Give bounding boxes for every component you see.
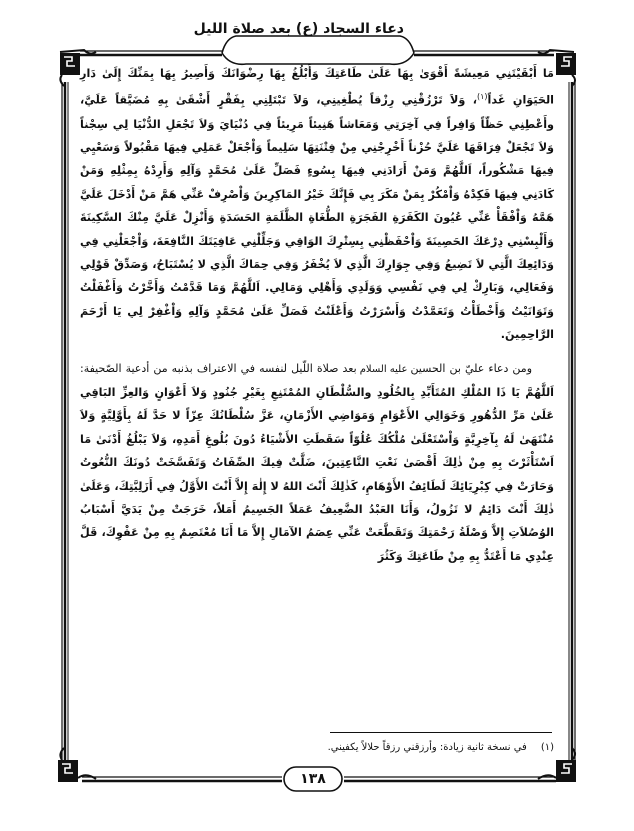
footnote-text: في نسخة ثانية زيادة: وأرزقني رزقاً حلالاً يكفيني. <box>327 742 527 753</box>
footnote-reference[interactable]: (١) <box>476 92 488 102</box>
footnote-number: (١) <box>540 742 554 753</box>
footnote-divider <box>330 732 552 733</box>
honorific-calligraphy: عليه السلام <box>359 363 408 375</box>
paragraph-2 <box>80 357 554 569</box>
footnote <box>80 740 554 756</box>
paragraph-1 <box>80 62 554 347</box>
paragraph-1-part-1: مَا أَبْقَيْتَنِي مَعِيشَةً أَقْوَىٰ بِهَا عَلَىٰ طَاعَتِكَ وَأَبْلُغُ بِهَا رِضْوَانَكَ وَأَصِيرُ بِهَا بِمَنِّكَ إِلَىٰ دَارِ الحَيَوَانِ غَداً <box>80 67 554 108</box>
paragraph-2-intro-before: ومن دعاء عليّ بن الحسين <box>410 361 533 375</box>
paragraph-1-part-2: ، وَلاَ تَرْزُقْنِي رِزْقاً يُطْغِينِي، وَلاَ تَبْتَلِنِي بِفَقْرٍ أَشْقَىٰ بِهِ مُضَيَّقاً عَلَيَّ، وأَعْطِنِي حَظّاً وَافِراً فِي آخِرَتِي وَمَعَاشاً هَنِيئاً مَرِيئاً فِي دُنْيَايَ وَلاَ تَجْعَلِ الدُّنْيَا لِي سِجْناً وَلاَ تَجْعَلْ فِرَاقَهَا عَلَيَّ حُزْناً أَخْرِجْنِي مِنْ فِتْنَتِهَا سَلِيماً وَاْجْعَلْ عَمَلِي فِيهَا مَقْبُولاً وَسَعْيِي فِيهَا مَشْكُوراً، اَللَّهُمَّ وَمَنْ أَرَادَنِي فِيهَا بِسُوءٍ فَصَلِّ عَلَىٰ مُحَمَّدٍ وَآلِهِ وَأَرِدْهُ بِمِثْلِهِ وَمَنْ كَادَنِي فِيهَا فَكِدْهُ وَاْمْكُرْ بِمَنْ مَكَرَ بِي فَإِنَّكَ خَيْرُ المَاكِرِينَ وَاْصْرِفْ عَنِّي هَمَّ مَنْ أَدْخَلَ عَلَيَّ هَمَّهُ وَاْفْقَأْ عَنِّي عُيُونَ الكَفَرَةِ الفَجَرَةِ الطُّغَاةِ الظَّلَمَةِ الحَسَدَةِ وَأَنْزِلْ عَلَيَّ مِنْكَ السَّكِينَةَ وَأَلْبِسْنِي دِرْعَكَ الحَصِينَةَ وَاْحْفَظْنِي بِسِتْرِكَ الوَاقِي وَجَلِّلْنِي عَافِيَتَكَ النَّافِعَةَ، وَاْجْعَلْنِي فِي وَدَائِعِكَ الَّتِي لاَ تَضِيعُ وَفِي جِوَارِكَ الَّذِي لاَ يُخْفَرُ وَفِي حِمَاكَ الَّذِي لا يُسْتَبَاحُ، وَصَدِّقْ قَوْلِي وَفَعَالِي، وَبَارِكْ لِي فِي نَفْسِي وَوَلَدِي وَأَهْلِي وَمَالِي. اَللَّهُمَّ وَمَا قَدَّمْتُ وَأَخَّرْتُ وَأَغْفَلْتُ وَتَوَانَيْتُ وَأَخْطَأْتُ وَتَعَمَّدْتُ وَأَسْرَرْتُ وَأَعْلَنْتُ فَصَلِّ عَلَىٰ مُحَمَّدٍ وَآلِهِ وَاْغْفِرْ لِي يَا أَرْحَمَ الرَّاحِمِينَ. <box>80 94 554 342</box>
paragraph-2-intro-after: بعد صلاة اللّيل لنفسه في الاعتراف بذنبه من أدعية الصّحيفة: <box>80 361 357 375</box>
main-text-body <box>80 62 554 568</box>
paragraph-2-text: اَللَّهُمَّ يَا ذَا المُلْكِ المُتَأَبِّدِ بِالخُلُودِ والسُّلْطَانِ المُمْتَنِعِ بِغَيْرِ جُنُودٍ وَلاَ أَعْوَانٍ وَالعِزِّ البَاقِي عَلَىٰ مَرِّ الدُّهُورِ وَخَوَالِي الأَعْوَامِ وَمَوَاضِي الأَزْمَانِ، عَزَّ سُلْطَانُكَ عِزّاً لا حَدَّ لَهُ بِأَوَّلِيَّةٍ وَلاَ مُنْتَهَىٰ لَهُ بِآخِرِيَّةٍ وَاْسْتَعْلَىٰ مُلْكُكَ عُلُوّاً سَقَطَتِ الأَشْيَاءُ دُونَ بُلُوغِ أَمَدِهِ، وَلاَ يَبْلُغُ أَدْنَىٰ مَا اَسْتَأْثَرْتَ بِهِ مِنْ ذٰلِكَ أَقْصَىٰ نَعْتِ النَّاعِتِينَ، ضَلَّتْ فِيكَ الصِّفَاتُ وَتَفَسَّخَتْ دُونَكَ النُّعُوتُ وَحَارَتْ فِي كِبْرِيَائِكَ لَطَائِفُ الأَوْهَامِ، كَذٰلِكَ أَنْتَ اللهُ لا إِلٰهَ إِلاَّ أَنْتَ الأَوَّلُ فِي أَزَلِيَّتِكَ، وَعَلَىٰ ذٰلِكَ أَنْتَ دَائِمٌ لا تَزُولُ، وَأَنَا العَبْدُ الضَّعِيفُ عَمَلاً الجَسِيمُ أَمَلاً، خَرَجَتْ مِنْ يَدَيَّ أَسْبَابُ الوُصُلاَتِ إِلاَّ وَصْلَةُ رَحْمَتِكَ وَتَقَطَّعَتْ عَنِّي عِصَمُ الآمَالِ إِلاَّ مَا أَنَا مُعْتَصِمٌ بِهِ مِنْ عَفْوِكَ، قَلَّ عِنْدِي مَا أَعْتَدُّ بِهِ مِنْ طَاعَتِكَ وَكَثُرَ <box>80 386 554 563</box>
page-header-title: دعاء السجاد (ع) بعد صلاة الليل <box>193 21 404 37</box>
page-number: ١٣٨ <box>300 771 326 787</box>
